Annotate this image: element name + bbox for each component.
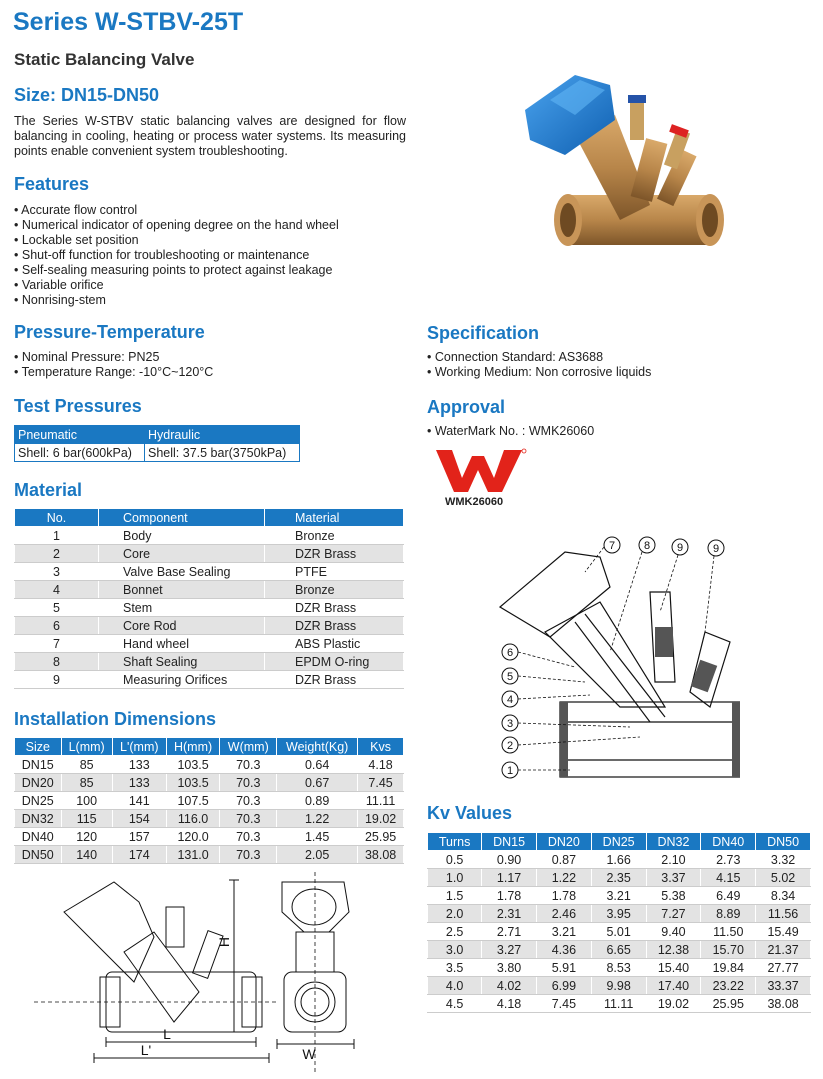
table-cell: 120 [61, 828, 112, 846]
table-cell: 3.95 [591, 905, 646, 923]
table-cell: 5.02 [756, 869, 811, 887]
installation-heading: Installation Dimensions [14, 709, 217, 729]
table-cell: 17.40 [646, 977, 701, 995]
table-cell: 1.22 [277, 810, 358, 828]
table-cell: 5 [15, 599, 99, 617]
table-cell: 2.73 [701, 851, 756, 869]
test-pressures-heading: Test Pressures [14, 396, 142, 416]
table-cell: DN32 [15, 810, 62, 828]
table-cell: DZR Brass [265, 671, 404, 689]
kv-col-1: DN15 [482, 833, 537, 851]
table-cell: 1.78 [482, 887, 537, 905]
callout-8: 8 [643, 540, 651, 552]
table-cell: 4.15 [701, 869, 756, 887]
table-row [15, 581, 404, 599]
approval-heading: Approval [427, 397, 506, 417]
table-cell: 3.37 [646, 869, 701, 887]
table-cell: Core Rod [99, 617, 265, 635]
table-cell: 19.84 [701, 959, 756, 977]
table-row [428, 887, 811, 905]
table-cell: 116.0 [166, 810, 220, 828]
table-row [15, 527, 404, 545]
table-cell: 9.40 [646, 923, 701, 941]
table-cell: 1.66 [591, 851, 646, 869]
valve-section-drawing [490, 532, 740, 787]
table-cell: 25.95 [701, 995, 756, 1013]
table-cell: 3.0 [428, 941, 482, 959]
table-cell: DN50 [15, 846, 62, 864]
table-row [15, 617, 404, 635]
table-cell: 140 [61, 846, 112, 864]
dimension-h-label: H [216, 936, 232, 948]
table-row [15, 671, 404, 689]
table-cell: 174 [112, 846, 166, 864]
table-cell: DZR Brass [265, 599, 404, 617]
table-cell: DN15 [15, 756, 62, 774]
table-cell: 23.22 [701, 977, 756, 995]
callout-2: 2 [506, 740, 514, 752]
watermark-item: • WaterMark No. : WMK26060 [427, 424, 594, 439]
table-cell: 5.91 [536, 959, 591, 977]
table-cell: 3.21 [591, 887, 646, 905]
table-cell: 2.05 [277, 846, 358, 864]
installation-col-2: L'(mm) [112, 738, 166, 756]
features-list [14, 203, 339, 308]
table-row [15, 545, 404, 563]
table-cell: 133 [112, 756, 166, 774]
table-row [15, 828, 404, 846]
table-cell: 115 [61, 810, 112, 828]
table-cell: 70.3 [220, 756, 277, 774]
table-cell: 70.3 [220, 846, 277, 864]
table-cell: 0.90 [482, 851, 537, 869]
pressure-item: • Nominal Pressure: PN25 [14, 350, 213, 365]
table-cell: 3.5 [428, 959, 482, 977]
table-cell: 70.3 [220, 828, 277, 846]
table-cell: 11.11 [591, 995, 646, 1013]
dimension-l-label: L [163, 1026, 171, 1042]
installation-table [14, 737, 404, 864]
installation-col-0: Size [15, 738, 62, 756]
table-cell: 141 [112, 792, 166, 810]
specification-list [427, 350, 651, 380]
table-cell: 4 [15, 581, 99, 599]
table-row [15, 846, 404, 864]
table-row [428, 851, 811, 869]
table-cell: 11.11 [358, 792, 404, 810]
table-cell: 8.53 [591, 959, 646, 977]
kv-col-3: DN25 [591, 833, 646, 851]
table-cell: 8 [15, 653, 99, 671]
table-row [15, 563, 404, 581]
table-cell: 4.18 [482, 995, 537, 1013]
feature-item: • Variable orifice [14, 278, 339, 293]
table-cell: Measuring Orifices [99, 671, 265, 689]
installation-col-6: Kvs [358, 738, 404, 756]
table-row [428, 995, 811, 1013]
table-row [15, 774, 404, 792]
material-col-component: Component [99, 509, 265, 527]
material-col-no: No. [15, 509, 99, 527]
header-hydraulic: Hydraulic [145, 426, 300, 444]
table-cell: 100 [61, 792, 112, 810]
table-cell: Bronze [265, 527, 404, 545]
table-cell: 70.3 [220, 792, 277, 810]
dimension-lprime-label: L' [140, 1042, 152, 1058]
feature-item: • Shut-off function for troubleshooting or maintenance [14, 248, 339, 263]
table-cell: 2.35 [591, 869, 646, 887]
table-cell: 19.02 [646, 995, 701, 1013]
table-cell: 2.5 [428, 923, 482, 941]
feature-item: • Numerical indicator of opening degree on the hand wheel [14, 218, 339, 233]
table-cell: 38.08 [358, 846, 404, 864]
table-cell: 4.0 [428, 977, 482, 995]
callout-5: 5 [506, 671, 514, 683]
table-cell: Hand wheel [99, 635, 265, 653]
callout-1: 1 [506, 765, 514, 777]
table-cell: 25.95 [358, 828, 404, 846]
spec-item: • Connection Standard: AS3688 [427, 350, 651, 365]
page-title: Series W-STBV-25T [13, 8, 244, 36]
table-cell: 1.22 [536, 869, 591, 887]
kv-col-4: DN32 [646, 833, 701, 851]
pressure-temperature-list [14, 350, 213, 380]
table-cell: 33.37 [756, 977, 811, 995]
table-cell: Bronze [265, 581, 404, 599]
table-cell: EPDM O-ring [265, 653, 404, 671]
table-cell: DZR Brass [265, 545, 404, 563]
kv-table [427, 832, 811, 1013]
table-row [428, 869, 811, 887]
table-cell: 3.27 [482, 941, 537, 959]
valve-photo [520, 55, 750, 270]
table-cell: 3.80 [482, 959, 537, 977]
table-cell: 4.02 [482, 977, 537, 995]
table-cell: 1.5 [428, 887, 482, 905]
table-cell: 0.67 [277, 774, 358, 792]
table-cell: 4.18 [358, 756, 404, 774]
pneumatic-value: Shell: 6 bar(600kPa) [15, 444, 145, 462]
table-cell: 15.40 [646, 959, 701, 977]
table-cell: 0.87 [536, 851, 591, 869]
table-cell: 27.77 [756, 959, 811, 977]
table-row [15, 756, 404, 774]
feature-item: • Nonrising-stem [14, 293, 339, 308]
table-cell: 21.37 [756, 941, 811, 959]
table-cell: 5.01 [591, 923, 646, 941]
material-heading: Material [14, 480, 83, 500]
table-cell: ABS Plastic [265, 635, 404, 653]
table-cell: 4.36 [536, 941, 591, 959]
table-cell: 5.38 [646, 887, 701, 905]
table-cell: 11.56 [756, 905, 811, 923]
table-cell: Shaft Sealing [99, 653, 265, 671]
table-cell: 11.50 [701, 923, 756, 941]
table-cell: 157 [112, 828, 166, 846]
watermark-logo-label: WMK26060 [445, 496, 504, 508]
callout-9b: 9 [712, 543, 720, 555]
installation-col-4: W(mm) [220, 738, 277, 756]
table-cell: 3 [15, 563, 99, 581]
table-cell: DZR Brass [265, 617, 404, 635]
callout-4: 4 [506, 694, 514, 706]
watermark-logo-icon [436, 448, 528, 494]
table-cell: Bonnet [99, 581, 265, 599]
table-cell: 6.49 [701, 887, 756, 905]
table-cell: 8.34 [756, 887, 811, 905]
material-col-material: Material [265, 509, 404, 527]
features-heading: Features [14, 174, 90, 194]
table-row [428, 941, 811, 959]
table-cell: 7.27 [646, 905, 701, 923]
table-cell: 38.08 [756, 995, 811, 1013]
callout-3: 3 [506, 718, 514, 730]
table-cell: 103.5 [166, 774, 220, 792]
table-cell: 2.0 [428, 905, 482, 923]
table-cell: 0.5 [428, 851, 482, 869]
page-subtitle: Static Balancing Valve [14, 50, 195, 69]
kv-col-2: DN20 [536, 833, 591, 851]
feature-item: • Self-sealing measuring points to protect against leakage [14, 263, 339, 278]
feature-item: • Accurate flow control [14, 203, 339, 218]
table-cell: 9.98 [591, 977, 646, 995]
feature-item: • Lockable set position [14, 233, 339, 248]
table-cell: 4.5 [428, 995, 482, 1013]
specification-heading: Specification [427, 323, 540, 343]
pressure-temperature-heading: Pressure-Temperature [14, 322, 205, 342]
test-pressures-table [14, 425, 300, 462]
table-row [15, 653, 404, 671]
table-cell: 131.0 [166, 846, 220, 864]
table-row [428, 977, 811, 995]
table-cell: 1 [15, 527, 99, 545]
intro-text: The Series W-STBV static balancing valves are designed for flow balancing in cooling, heating or process water systems. Its measuring points enable convenient system troubleshooting. [14, 114, 406, 158]
table-cell: 7 [15, 635, 99, 653]
callout-7: 7 [608, 540, 616, 552]
table-cell: Core [99, 545, 265, 563]
table-cell: 12.38 [646, 941, 701, 959]
hydraulic-value: Shell: 37.5 bar(3750kPa) [145, 444, 300, 462]
table-cell: 6.65 [591, 941, 646, 959]
table-row [15, 599, 404, 617]
table-cell: 1.78 [536, 887, 591, 905]
kv-heading: Kv Values [427, 803, 513, 823]
size-heading: Size: DN15-DN50 [14, 85, 160, 105]
table-cell: 133 [112, 774, 166, 792]
table-row [428, 959, 811, 977]
table-cell: DN25 [15, 792, 62, 810]
table-cell: 8.89 [701, 905, 756, 923]
approval-list [427, 424, 594, 439]
table-cell: 1.17 [482, 869, 537, 887]
kv-col-0: Turns [428, 833, 482, 851]
table-cell: 2.71 [482, 923, 537, 941]
table-cell: 3.21 [536, 923, 591, 941]
kv-col-6: DN50 [756, 833, 811, 851]
table-cell: 0.64 [277, 756, 358, 774]
material-table [14, 508, 404, 689]
table-cell: 2.46 [536, 905, 591, 923]
callout-9a: 9 [676, 542, 684, 554]
table-cell: Valve Base Sealing [99, 563, 265, 581]
table-cell: 19.02 [358, 810, 404, 828]
table-row [428, 905, 811, 923]
table-cell: 103.5 [166, 756, 220, 774]
table-cell: 15.49 [756, 923, 811, 941]
table-cell: 2.10 [646, 851, 701, 869]
dimension-drawing [14, 872, 414, 1072]
table-cell: 154 [112, 810, 166, 828]
callout-6: 6 [506, 647, 514, 659]
table-cell: DN20 [15, 774, 62, 792]
table-cell: 2 [15, 545, 99, 563]
table-cell: 15.70 [701, 941, 756, 959]
kv-col-5: DN40 [701, 833, 756, 851]
table-cell: Stem [99, 599, 265, 617]
table-cell: 85 [61, 756, 112, 774]
table-cell: 70.3 [220, 810, 277, 828]
temperature-item: • Temperature Range: -10°C~120°C [14, 365, 213, 380]
table-cell: 6 [15, 617, 99, 635]
dimension-w-label: W [302, 1046, 316, 1062]
table-cell: 6.99 [536, 977, 591, 995]
table-cell: 1.0 [428, 869, 482, 887]
table-cell: 9 [15, 671, 99, 689]
installation-col-5: Weight(Kg) [277, 738, 358, 756]
table-row [15, 792, 404, 810]
table-cell: DN40 [15, 828, 62, 846]
table-cell: 1.45 [277, 828, 358, 846]
table-cell: 107.5 [166, 792, 220, 810]
table-cell: Body [99, 527, 265, 545]
spec-item: • Working Medium: Non corrosive liquids [427, 365, 651, 380]
table-cell: 0.89 [277, 792, 358, 810]
installation-col-3: H(mm) [166, 738, 220, 756]
table-row [15, 810, 404, 828]
table-cell: 7.45 [358, 774, 404, 792]
table-cell: 7.45 [536, 995, 591, 1013]
table-cell: 70.3 [220, 774, 277, 792]
table-cell: 120.0 [166, 828, 220, 846]
table-cell: 85 [61, 774, 112, 792]
table-cell: PTFE [265, 563, 404, 581]
header-pneumatic: Pneumatic [15, 426, 145, 444]
table-row [428, 923, 811, 941]
installation-col-1: L(mm) [61, 738, 112, 756]
table-cell: 2.31 [482, 905, 537, 923]
table-cell: 3.32 [756, 851, 811, 869]
table-row [15, 635, 404, 653]
